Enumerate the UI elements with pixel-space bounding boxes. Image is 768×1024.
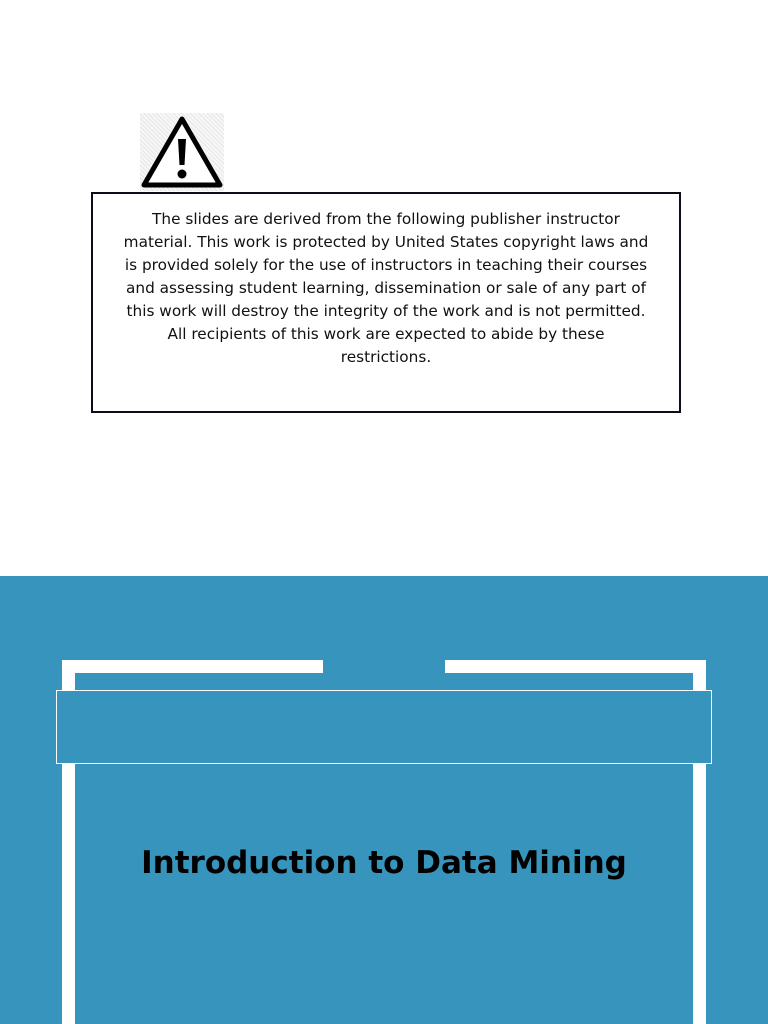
warning-icon: [140, 113, 224, 191]
frame-top-left-bar: [62, 660, 323, 673]
copyright-notice-text: The slides are derived from the following publisher instructor material. This work is protected by United States copyright laws and is provided solely for the use of instructors in teaching their courses and assessing student learning, dissemination or sale of any part of this work will destroy the integrity of the work and is not permitted. All recipients of this work are expected to abide by these restrictions.: [123, 210, 649, 366]
title-band: [56, 690, 712, 764]
slide-title: Introduction to Data Mining: [141, 845, 627, 881]
frame-top-right-bar: [445, 660, 706, 673]
title-slide: [0, 576, 768, 1024]
copyright-notice-box: [91, 192, 681, 413]
